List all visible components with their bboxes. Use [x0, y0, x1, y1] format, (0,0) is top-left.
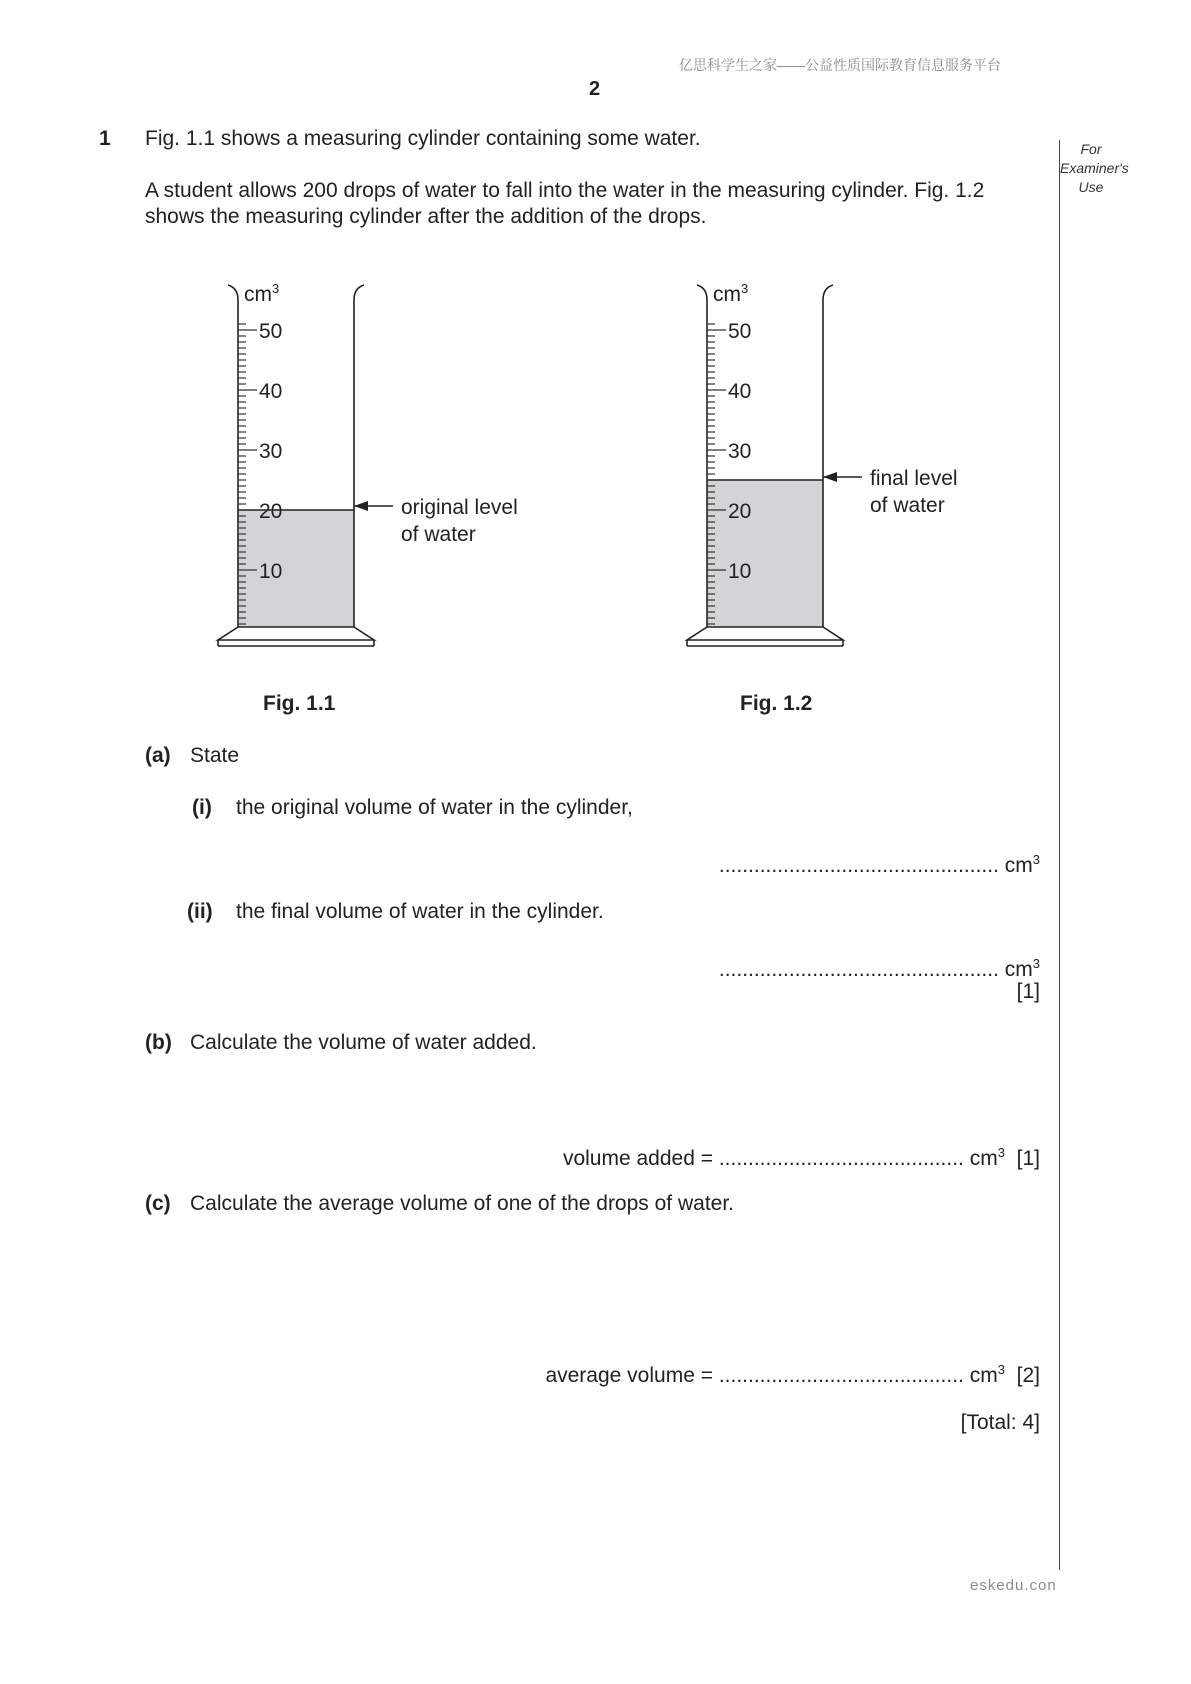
measuring-cylinder-fig-1-1 — [218, 281, 374, 646]
part-c-marks: [2] — [1016, 1364, 1040, 1387]
fig-1-2-scale-label: 40 — [728, 380, 752, 403]
original-level-arrow — [354, 501, 393, 511]
answer-unit: $cm^3$ — [1004, 956, 1040, 981]
answer-unit: $cm^3$ — [1004, 852, 1040, 877]
question-number: 1 — [99, 127, 111, 150]
margin-line-1: For — [1080, 141, 1102, 157]
fig-1-2-scale-label: 50 — [728, 320, 752, 343]
part-a-i-label: (i) — [192, 796, 212, 819]
answer-unit: $cm^3$ — [969, 1145, 1005, 1170]
original-level-label-line-2: of water — [401, 523, 476, 546]
fig-1-2-right-wall — [823, 285, 833, 627]
part-b-marks: [1] — [1016, 1147, 1040, 1170]
final-level-label-line-1: final level — [870, 467, 958, 490]
part-c-answer-line[interactable] — [545, 1357, 1040, 1389]
answer-label: average volume = — [545, 1364, 713, 1387]
fig-1-1-caption: Fig. 1.1 — [263, 692, 336, 715]
answer-dots: .......................................... — [718, 1364, 964, 1387]
fig-1-2-left-wall — [697, 285, 707, 627]
part-a-marks: [1] — [1016, 980, 1040, 1003]
examiner-margin-note — [1060, 140, 1129, 197]
fig-1-2-scale-label: 20 — [728, 500, 752, 523]
site-banner: 亿思科学生之家——公益性质国际教育信息服务平台 — [679, 57, 1001, 73]
answer-dots: .......................................... — [718, 1147, 964, 1170]
total-marks: [Total: 4] — [960, 1411, 1040, 1434]
part-a-ii-label: (ii) — [187, 900, 213, 923]
part-a-text: State — [190, 744, 240, 767]
part-a-i-answer-line[interactable] — [719, 847, 1040, 879]
part-b-answer-line[interactable] — [563, 1140, 1040, 1172]
question-body-line-2: shows the measuring cylinder after the addition of the drops. — [145, 205, 707, 228]
fig-1-1-right-wall — [354, 285, 364, 627]
part-c-text: Calculate the average volume of one of the drops of water. — [190, 1192, 735, 1215]
answer-dots: ................................................ — [718, 958, 999, 981]
part-c-label: (c) — [145, 1192, 171, 1215]
fig-1-2-scale-label: 10 — [728, 560, 752, 583]
fig-1-1-base-foot — [218, 627, 374, 640]
fig-1-1-scale-label: 40 — [259, 380, 283, 403]
fig-1-2-water — [707, 480, 823, 627]
part-b-text: Calculate the volume of water added. — [190, 1031, 537, 1054]
fig-1-1-scale-label: 10 — [259, 560, 283, 583]
examiner-margin-rule — [1059, 140, 1060, 1570]
footer-watermark: eskedu.con — [970, 1577, 1057, 1594]
page-number: 2 — [589, 78, 601, 100]
question-intro: Fig. 1.1 shows a measuring cylinder containing some water. — [145, 127, 701, 150]
answer-dots: ................................................ — [718, 854, 999, 877]
fig-1-1-scale-label: 20 — [259, 500, 283, 523]
answer-label: volume added = — [562, 1147, 713, 1170]
fig-1-2-base-foot — [687, 627, 843, 640]
fig-1-1-left-wall — [228, 285, 238, 627]
part-a-label: (a) — [145, 744, 171, 767]
figures-area — [0, 270, 1050, 730]
margin-line-3: Use — [1078, 179, 1104, 195]
fig-1-1-water — [238, 510, 354, 627]
part-a-ii-text: the final volume of water in the cylinder. — [236, 900, 604, 923]
final-level-arrow — [823, 472, 862, 482]
fig-1-2-unit-label: $cm^3$ — [713, 281, 749, 306]
part-a-ii-answer-line[interactable] — [719, 951, 1040, 983]
fig-1-1-unit-label: $cm^3$ — [244, 281, 280, 306]
original-level-label-line-1: original level — [401, 496, 518, 519]
margin-line-2: Examiner's — [1060, 160, 1129, 176]
answer-unit: $cm^3$ — [969, 1362, 1005, 1387]
part-b-label: (b) — [145, 1031, 172, 1054]
question-body-line-1: A student allows 200 drops of water to fall into the water in the measuring cylinder. Fig. 1.2 — [145, 179, 985, 202]
final-level-label-line-2: of water — [870, 494, 945, 517]
fig-1-1-scale-label: 30 — [259, 440, 283, 463]
fig-1-1-scale-label: 50 — [259, 320, 283, 343]
part-a-i-text: the original volume of water in the cylinder, — [236, 796, 633, 819]
fig-1-2-caption: Fig. 1.2 — [740, 692, 813, 715]
measuring-cylinder-fig-1-2 — [687, 281, 843, 646]
fig-1-2-scale-label: 30 — [728, 440, 752, 463]
